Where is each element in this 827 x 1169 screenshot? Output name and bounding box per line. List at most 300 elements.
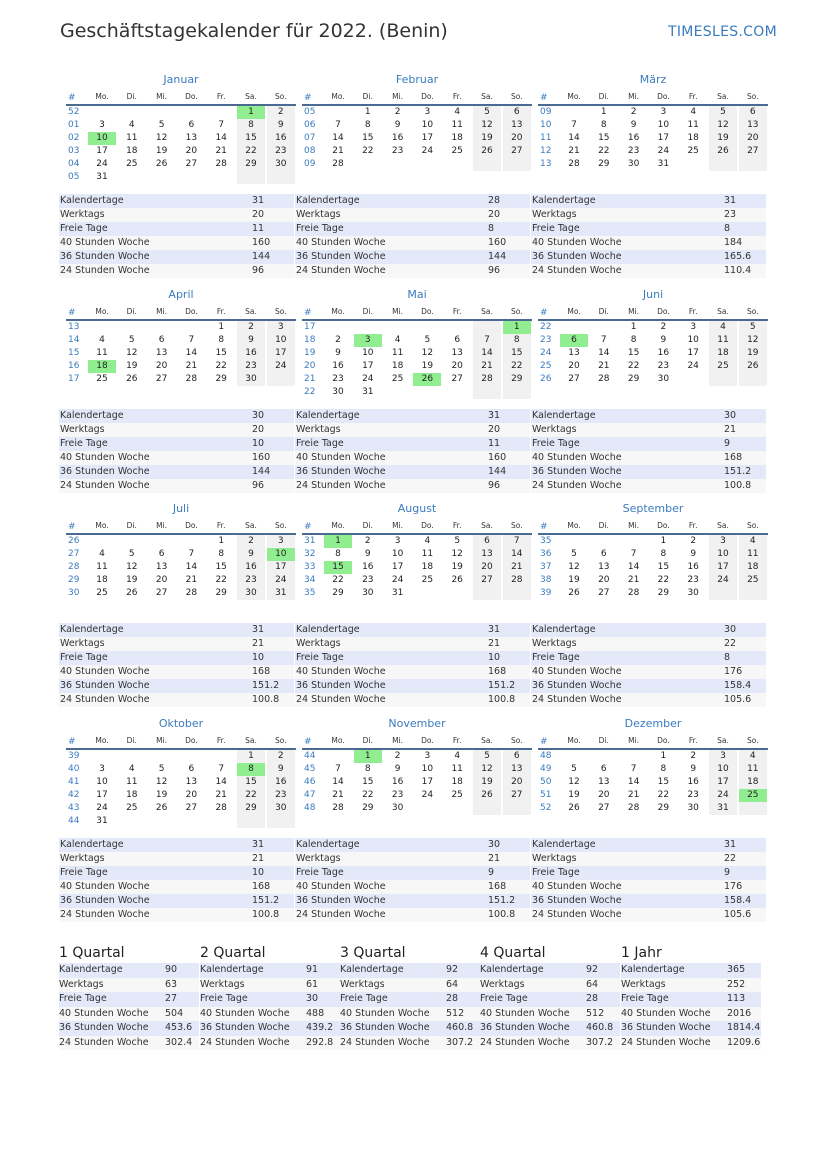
day-cell[interactable]: 17 xyxy=(267,347,295,360)
day-cell[interactable]: 23 xyxy=(391,146,404,156)
day-cell[interactable]: 21 xyxy=(332,790,344,800)
day-cell[interactable]: 20 xyxy=(155,575,168,585)
day-cell[interactable]: 14 xyxy=(627,777,640,787)
day-cell[interactable]: 27 xyxy=(568,374,580,384)
day-cell[interactable]: 25 xyxy=(709,360,737,373)
day-cell[interactable]: 21 xyxy=(332,146,344,156)
day-cell[interactable]: 14 xyxy=(185,562,198,572)
day-cell[interactable]: 16 xyxy=(362,562,374,572)
day-cell[interactable]: 5 xyxy=(158,764,165,774)
day-cell[interactable]: 31 xyxy=(96,172,108,182)
day-cell[interactable]: 7 xyxy=(630,764,637,774)
day-cell[interactable]: 13 xyxy=(473,548,501,561)
day-cell[interactable]: 26 xyxy=(568,803,580,813)
day-cell[interactable]: 29 xyxy=(332,588,344,598)
day-cell[interactable]: 22 xyxy=(332,575,344,585)
day-cell[interactable]: 3 xyxy=(660,107,667,117)
day-cell[interactable]: 10 xyxy=(421,764,434,774)
day-cell[interactable]: 8 xyxy=(503,334,531,347)
day-cell[interactable]: 9 xyxy=(335,348,341,358)
day-cell[interactable]: 5 xyxy=(454,536,461,546)
day-cell[interactable]: 6 xyxy=(600,549,607,559)
day-cell[interactable]: 6 xyxy=(188,120,195,130)
day-cell[interactable]: 8 xyxy=(364,120,371,130)
day-cell[interactable]: 20 xyxy=(598,575,610,585)
day-cell[interactable]: 10 xyxy=(657,120,670,130)
day-cell[interactable]: 16 xyxy=(267,132,295,145)
day-cell[interactable]: 12 xyxy=(739,334,767,347)
day-cell[interactable]: 21 xyxy=(503,561,531,574)
day-cell[interactable]: 23 xyxy=(391,790,404,800)
day-cell[interactable]: 5 xyxy=(571,549,577,559)
day-cell[interactable]: 9 xyxy=(237,334,265,347)
day-cell[interactable]: 5 xyxy=(128,549,135,559)
day-cell[interactable]: 14 xyxy=(332,133,344,143)
day-cell[interactable]: 25 xyxy=(739,574,767,587)
day-cell[interactable]: 11 xyxy=(126,777,138,787)
day-cell[interactable]: 7 xyxy=(218,120,225,130)
day-cell[interactable]: 21 xyxy=(185,361,198,371)
day-cell[interactable]: 18 xyxy=(421,562,434,572)
day-cell[interactable]: 6 xyxy=(454,335,461,345)
day-cell[interactable]: 22 xyxy=(362,790,374,800)
day-cell[interactable]: 21 xyxy=(627,575,640,585)
day-cell[interactable]: 17 xyxy=(657,133,670,143)
day-cell[interactable]: 21 xyxy=(215,146,227,156)
day-cell[interactable]: 24 xyxy=(267,360,295,373)
day-cell[interactable]: 4 xyxy=(709,321,737,334)
day-cell[interactable]: 15 xyxy=(362,133,374,143)
day-cell[interactable]: 30 xyxy=(627,159,640,169)
day-cell[interactable]: 27 xyxy=(185,803,198,813)
day-cell[interactable]: 23 xyxy=(627,146,640,156)
day-cell[interactable]: 19 xyxy=(568,575,580,585)
day-cell[interactable]: 17 xyxy=(391,562,404,572)
day-cell[interactable]: 20 xyxy=(185,790,198,800)
day-cell[interactable]: 12 xyxy=(451,549,463,559)
holiday-day[interactable]: 1 xyxy=(354,750,382,763)
day-cell[interactable]: 13 xyxy=(503,763,531,776)
day-cell[interactable]: 29 xyxy=(657,588,670,598)
day-cell[interactable]: 18 xyxy=(96,575,108,585)
day-cell[interactable]: 24 xyxy=(96,159,108,169)
day-cell[interactable]: 6 xyxy=(158,549,165,559)
day-cell[interactable]: 6 xyxy=(473,535,501,548)
day-cell[interactable]: 27 xyxy=(739,145,767,158)
day-cell[interactable]: 31 xyxy=(96,816,108,826)
day-cell[interactable]: 22 xyxy=(627,361,640,371)
day-cell[interactable]: 9 xyxy=(630,120,637,130)
day-cell[interactable]: 31 xyxy=(391,588,404,598)
day-cell[interactable]: 18 xyxy=(739,776,767,789)
day-cell[interactable]: 29 xyxy=(598,159,610,169)
day-cell[interactable]: 2 xyxy=(335,335,341,345)
day-cell[interactable]: 9 xyxy=(267,119,295,132)
day-cell[interactable]: 1 xyxy=(237,750,265,763)
day-cell[interactable]: 4 xyxy=(99,549,105,559)
day-cell[interactable]: 22 xyxy=(503,360,531,373)
day-cell[interactable]: 7 xyxy=(335,764,341,774)
day-cell[interactable]: 24 xyxy=(391,575,404,585)
day-cell[interactable]: 19 xyxy=(473,132,501,145)
day-cell[interactable]: 17 xyxy=(362,361,374,371)
day-cell[interactable]: 4 xyxy=(424,536,431,546)
day-cell[interactable]: 16 xyxy=(657,348,670,358)
day-cell[interactable]: 28 xyxy=(627,803,640,813)
day-cell[interactable]: 17 xyxy=(687,348,699,358)
day-cell[interactable]: 30 xyxy=(391,803,404,813)
day-cell[interactable]: 16 xyxy=(237,347,265,360)
holiday-day[interactable]: 15 xyxy=(324,561,352,574)
day-cell[interactable]: 23 xyxy=(362,575,374,585)
day-cell[interactable]: 18 xyxy=(391,361,404,371)
day-cell[interactable]: 19 xyxy=(155,790,168,800)
day-cell[interactable]: 4 xyxy=(454,107,461,117)
day-cell[interactable]: 13 xyxy=(451,348,463,358)
day-cell[interactable]: 19 xyxy=(126,575,138,585)
day-cell[interactable]: 27 xyxy=(155,588,168,598)
day-cell[interactable]: 10 xyxy=(267,334,295,347)
day-cell[interactable]: 22 xyxy=(598,146,610,156)
day-cell[interactable]: 15 xyxy=(627,348,640,358)
day-cell[interactable]: 18 xyxy=(451,777,463,787)
day-cell[interactable]: 14 xyxy=(215,133,227,143)
day-cell[interactable]: 9 xyxy=(394,120,401,130)
day-cell[interactable]: 24 xyxy=(267,574,295,587)
day-cell[interactable]: 2 xyxy=(267,106,295,119)
day-cell[interactable]: 16 xyxy=(627,133,640,143)
day-cell[interactable]: 16 xyxy=(687,777,699,787)
day-cell[interactable]: 13 xyxy=(185,777,198,787)
day-cell[interactable]: 5 xyxy=(739,321,767,334)
day-cell[interactable]: 7 xyxy=(188,335,195,345)
day-cell[interactable]: 4 xyxy=(739,750,767,763)
day-cell[interactable]: 25 xyxy=(96,588,108,598)
day-cell[interactable]: 10 xyxy=(391,549,404,559)
day-cell[interactable]: 7 xyxy=(335,120,341,130)
day-cell[interactable]: 3 xyxy=(99,120,105,130)
day-cell[interactable]: 25 xyxy=(126,803,138,813)
day-cell[interactable]: 6 xyxy=(188,764,195,774)
day-cell[interactable]: 5 xyxy=(473,750,501,763)
day-cell[interactable]: 22 xyxy=(657,575,670,585)
day-cell[interactable]: 27 xyxy=(451,374,463,384)
day-cell[interactable]: 8 xyxy=(218,335,225,345)
day-cell[interactable]: 25 xyxy=(687,146,699,156)
day-cell[interactable]: 30 xyxy=(657,374,670,384)
day-cell[interactable]: 18 xyxy=(126,146,138,156)
day-cell[interactable]: 8 xyxy=(335,549,341,559)
day-cell[interactable]: 17 xyxy=(267,561,295,574)
day-cell[interactable]: 11 xyxy=(96,348,108,358)
day-cell[interactable]: 13 xyxy=(185,133,198,143)
day-cell[interactable]: 9 xyxy=(690,764,697,774)
day-cell[interactable]: 18 xyxy=(126,790,138,800)
day-cell[interactable]: 24 xyxy=(96,803,108,813)
day-cell[interactable]: 14 xyxy=(568,133,580,143)
day-cell[interactable]: 23 xyxy=(267,145,295,158)
day-cell[interactable]: 11 xyxy=(451,764,463,774)
day-cell[interactable]: 1 xyxy=(630,322,637,332)
day-cell[interactable]: 4 xyxy=(739,535,767,548)
holiday-day[interactable]: 1 xyxy=(324,535,352,548)
day-cell[interactable]: 7 xyxy=(188,549,195,559)
day-cell[interactable]: 12 xyxy=(473,763,501,776)
day-cell[interactable]: 7 xyxy=(571,120,577,130)
day-cell[interactable]: 19 xyxy=(473,776,501,789)
day-cell[interactable]: 16 xyxy=(391,777,404,787)
day-cell[interactable]: 7 xyxy=(630,549,637,559)
day-cell[interactable]: 9 xyxy=(394,764,401,774)
day-cell[interactable]: 7 xyxy=(473,334,501,347)
day-cell[interactable]: 7 xyxy=(503,535,531,548)
day-cell[interactable]: 21 xyxy=(473,360,501,373)
day-cell[interactable]: 20 xyxy=(503,776,531,789)
day-cell[interactable]: 24 xyxy=(687,361,699,371)
day-cell[interactable]: 2 xyxy=(660,322,667,332)
day-cell[interactable]: 28 xyxy=(503,574,531,587)
day-cell[interactable]: 17 xyxy=(421,777,434,787)
day-cell[interactable]: 3 xyxy=(99,764,105,774)
day-cell[interactable]: 20 xyxy=(503,132,531,145)
day-cell[interactable]: 15 xyxy=(657,562,670,572)
day-cell[interactable]: 13 xyxy=(598,777,610,787)
day-cell[interactable]: 2 xyxy=(237,321,265,334)
day-cell[interactable]: 7 xyxy=(600,335,607,345)
day-cell[interactable]: 9 xyxy=(660,335,667,345)
day-cell[interactable]: 30 xyxy=(687,588,699,598)
day-cell[interactable]: 24 xyxy=(362,374,374,384)
day-cell[interactable]: 19 xyxy=(451,562,463,572)
holiday-day[interactable]: 1 xyxy=(503,321,531,334)
holiday-day[interactable]: 3 xyxy=(354,334,382,347)
day-cell[interactable]: 14 xyxy=(332,777,344,787)
day-cell[interactable]: 1 xyxy=(218,536,225,546)
day-cell[interactable]: 27 xyxy=(598,588,610,598)
day-cell[interactable]: 13 xyxy=(568,348,580,358)
day-cell[interactable]: 17 xyxy=(709,561,737,574)
day-cell[interactable]: 15 xyxy=(237,776,265,789)
day-cell[interactable]: 10 xyxy=(362,348,374,358)
day-cell[interactable]: 14 xyxy=(215,777,227,787)
day-cell[interactable]: 27 xyxy=(598,803,610,813)
day-cell[interactable]: 19 xyxy=(568,790,580,800)
day-cell[interactable]: 9 xyxy=(237,548,265,561)
day-cell[interactable]: 24 xyxy=(421,790,434,800)
day-cell[interactable]: 22 xyxy=(237,789,265,802)
day-cell[interactable]: 24 xyxy=(709,574,737,587)
day-cell[interactable]: 11 xyxy=(126,133,138,143)
day-cell[interactable]: 19 xyxy=(155,146,168,156)
day-cell[interactable]: 23 xyxy=(267,789,295,802)
day-cell[interactable]: 28 xyxy=(473,373,501,386)
holiday-day[interactable]: 25 xyxy=(739,789,767,802)
day-cell[interactable]: 6 xyxy=(158,335,165,345)
day-cell[interactable]: 2 xyxy=(237,535,265,548)
day-cell[interactable]: 21 xyxy=(215,790,227,800)
day-cell[interactable]: 10 xyxy=(96,777,108,787)
day-cell[interactable]: 2 xyxy=(267,750,295,763)
day-cell[interactable]: 30 xyxy=(237,587,265,600)
day-cell[interactable]: 16 xyxy=(267,776,295,789)
day-cell[interactable]: 29 xyxy=(362,803,374,813)
day-cell[interactable]: 29 xyxy=(503,373,531,386)
day-cell[interactable]: 3 xyxy=(424,107,431,117)
day-cell[interactable]: 19 xyxy=(421,361,434,371)
day-cell[interactable]: 12 xyxy=(421,348,434,358)
day-cell[interactable]: 23 xyxy=(237,574,265,587)
day-cell[interactable]: 29 xyxy=(237,802,265,815)
day-cell[interactable]: 13 xyxy=(503,119,531,132)
day-cell[interactable]: 23 xyxy=(237,360,265,373)
day-cell[interactable]: 5 xyxy=(473,106,501,119)
day-cell[interactable]: 5 xyxy=(709,106,737,119)
day-cell[interactable]: 1 xyxy=(660,751,667,761)
day-cell[interactable]: 6 xyxy=(600,764,607,774)
day-cell[interactable]: 28 xyxy=(185,588,198,598)
day-cell[interactable]: 19 xyxy=(126,361,138,371)
day-cell[interactable]: 18 xyxy=(739,561,767,574)
day-cell[interactable]: 10 xyxy=(709,763,737,776)
day-cell[interactable]: 22 xyxy=(215,575,227,585)
day-cell[interactable]: 26 xyxy=(451,575,463,585)
day-cell[interactable]: 5 xyxy=(158,120,165,130)
day-cell[interactable]: 29 xyxy=(215,588,227,598)
day-cell[interactable]: 25 xyxy=(451,146,463,156)
day-cell[interactable]: 27 xyxy=(473,574,501,587)
day-cell[interactable]: 21 xyxy=(598,361,610,371)
day-cell[interactable]: 8 xyxy=(364,764,371,774)
day-cell[interactable]: 31 xyxy=(657,159,670,169)
day-cell[interactable]: 22 xyxy=(215,361,227,371)
day-cell[interactable]: 9 xyxy=(690,549,697,559)
day-cell[interactable]: 11 xyxy=(739,548,767,561)
day-cell[interactable]: 6 xyxy=(503,106,531,119)
day-cell[interactable]: 14 xyxy=(473,347,501,360)
day-cell[interactable]: 14 xyxy=(185,348,198,358)
day-cell[interactable]: 11 xyxy=(421,549,434,559)
day-cell[interactable]: 14 xyxy=(503,548,531,561)
day-cell[interactable]: 26 xyxy=(473,789,501,802)
day-cell[interactable]: 24 xyxy=(709,789,737,802)
day-cell[interactable]: 19 xyxy=(709,132,737,145)
day-cell[interactable]: 27 xyxy=(155,374,168,384)
day-cell[interactable]: 8 xyxy=(630,335,637,345)
day-cell[interactable]: 1 xyxy=(600,107,607,117)
day-cell[interactable]: 4 xyxy=(394,335,401,345)
day-cell[interactable]: 13 xyxy=(155,348,168,358)
day-cell[interactable]: 25 xyxy=(451,790,463,800)
day-cell[interactable]: 19 xyxy=(739,347,767,360)
day-cell[interactable]: 30 xyxy=(267,802,295,815)
holiday-day[interactable]: 10 xyxy=(267,548,295,561)
day-cell[interactable]: 25 xyxy=(391,374,404,384)
day-cell[interactable]: 27 xyxy=(503,145,531,158)
day-cell[interactable]: 12 xyxy=(473,119,501,132)
day-cell[interactable]: 15 xyxy=(215,562,227,572)
day-cell[interactable]: 12 xyxy=(709,119,737,132)
day-cell[interactable]: 26 xyxy=(126,374,138,384)
day-cell[interactable]: 4 xyxy=(454,751,461,761)
day-cell[interactable]: 15 xyxy=(237,132,265,145)
day-cell[interactable]: 6 xyxy=(503,750,531,763)
day-cell[interactable]: 25 xyxy=(96,374,108,384)
day-cell[interactable]: 20 xyxy=(739,132,767,145)
day-cell[interactable]: 30 xyxy=(332,387,344,397)
day-cell[interactable]: 17 xyxy=(96,146,108,156)
day-cell[interactable]: 3 xyxy=(424,751,431,761)
day-cell[interactable]: 21 xyxy=(627,790,640,800)
holiday-day[interactable]: 26 xyxy=(413,373,441,386)
day-cell[interactable]: 25 xyxy=(421,575,434,585)
day-cell[interactable]: 21 xyxy=(185,575,198,585)
day-cell[interactable]: 22 xyxy=(237,145,265,158)
day-cell[interactable]: 29 xyxy=(237,158,265,171)
day-cell[interactable]: 5 xyxy=(424,335,431,345)
day-cell[interactable]: 2 xyxy=(630,107,637,117)
day-cell[interactable]: 8 xyxy=(660,549,667,559)
day-cell[interactable]: 23 xyxy=(687,790,699,800)
day-cell[interactable]: 16 xyxy=(687,562,699,572)
day-cell[interactable]: 31 xyxy=(709,802,737,815)
day-cell[interactable]: 12 xyxy=(568,777,580,787)
day-cell[interactable]: 30 xyxy=(687,803,699,813)
day-cell[interactable]: 27 xyxy=(185,159,198,169)
day-cell[interactable]: 18 xyxy=(451,133,463,143)
day-cell[interactable]: 12 xyxy=(126,562,138,572)
day-cell[interactable]: 26 xyxy=(126,588,138,598)
day-cell[interactable]: 12 xyxy=(126,348,138,358)
day-cell[interactable]: 20 xyxy=(598,790,610,800)
day-cell[interactable]: 13 xyxy=(598,562,610,572)
day-cell[interactable]: 16 xyxy=(332,361,344,371)
day-cell[interactable]: 28 xyxy=(332,803,344,813)
day-cell[interactable]: 16 xyxy=(237,561,265,574)
day-cell[interactable]: 25 xyxy=(126,159,138,169)
holiday-day[interactable]: 10 xyxy=(88,132,116,145)
day-cell[interactable]: 11 xyxy=(709,334,737,347)
day-cell[interactable]: 28 xyxy=(627,588,640,598)
day-cell[interactable]: 26 xyxy=(709,145,737,158)
day-cell[interactable]: 29 xyxy=(215,374,227,384)
day-cell[interactable]: 2 xyxy=(690,751,697,761)
day-cell[interactable]: 26 xyxy=(155,803,168,813)
day-cell[interactable]: 9 xyxy=(267,763,295,776)
day-cell[interactable]: 28 xyxy=(598,374,610,384)
day-cell[interactable]: 3 xyxy=(709,535,737,548)
day-cell[interactable]: 8 xyxy=(600,120,607,130)
day-cell[interactable]: 28 xyxy=(215,803,227,813)
day-cell[interactable]: 11 xyxy=(391,348,404,358)
day-cell[interactable]: 22 xyxy=(362,146,374,156)
day-cell[interactable]: 26 xyxy=(739,360,767,373)
day-cell[interactable]: 23 xyxy=(332,374,344,384)
day-cell[interactable]: 23 xyxy=(657,361,670,371)
day-cell[interactable]: 4 xyxy=(128,764,135,774)
holiday-day[interactable]: 18 xyxy=(88,360,116,373)
brand-link[interactable]: TIMESLES.COM xyxy=(668,24,777,40)
day-cell[interactable]: 18 xyxy=(687,133,699,143)
day-cell[interactable]: 11 xyxy=(739,763,767,776)
day-cell[interactable]: 10 xyxy=(421,120,434,130)
day-cell[interactable]: 15 xyxy=(503,347,531,360)
day-cell[interactable]: 14 xyxy=(598,348,610,358)
day-cell[interactable]: 4 xyxy=(690,107,697,117)
day-cell[interactable]: 5 xyxy=(128,335,135,345)
day-cell[interactable]: 29 xyxy=(657,803,670,813)
day-cell[interactable]: 8 xyxy=(218,549,225,559)
day-cell[interactable]: 18 xyxy=(709,347,737,360)
